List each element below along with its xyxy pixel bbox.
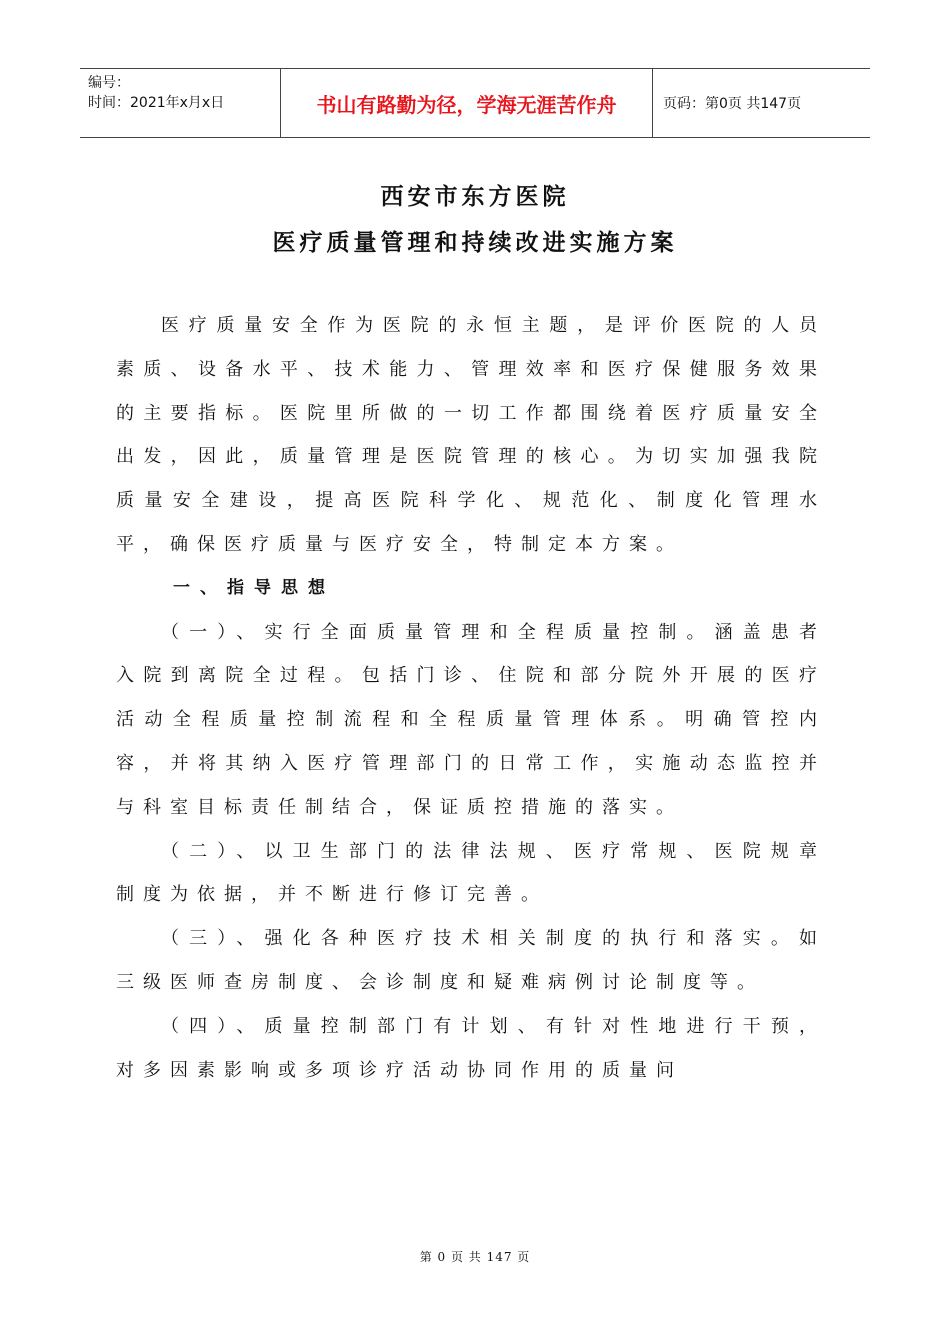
intro-paragraph: 医疗质量安全作为医院的永恒主题，是评价医院的人员素质、设备水平、技术能力、管理效率和医疗保健服务效果的主要指标。医院里所做的一切工作都围绕着医疗质量安全出发，因此，质量管理是医院管理的核心。为切实加强我院质量安全建设，提高医院科学化、规范化、制度化管理水平，确保医疗质量与医疗安全，特制定本方案。 [116,315,826,555]
document-title-line2: 医疗质量管理和持续改进实施方案 [272,229,678,256]
page-header [80,68,870,138]
document-body [116,304,826,1092]
paragraph-item-4: （四）、质量控制部门有计划、有针对性地进行干预，对多因素影响或多项诊疗活动协同作用的质量问 [116,1015,826,1081]
paragraph-item-3: （三）、强化各种医疗技术相关制度的执行和落实。如三级医师查房制度、会诊制度和疑难病例讨论制度等。 [116,928,826,993]
header-meta [80,69,281,137]
paragraph-item-2: （二）、以卫生部门的法律法规、医疗常规、医院规章制度为依据，并不断进行修订完善。 [116,840,826,906]
page-footer: 第 0 页 共 147 页 [419,1250,531,1264]
document-title-line1: 西安市东方医院 [380,183,570,210]
section-heading: 一、指导思想 [173,577,335,598]
paragraph-item-1: （一）、实行全面质量管理和全程质量控制。涵盖患者入院到离院全过程。包括门诊、住院和部分院外开展的医疗活动全程质量控制流程和全程质量管理体系。明确管控内容，并将其纳入医疗管理部门的日常工作，实施动态监控并与科室目标责任制结合，保证质控措施的落实。 [116,621,826,818]
time-label: 时间：2021年x月x日 [88,95,225,111]
header-motto: 书山有路勤为径，学海无涯苦作舟 [281,69,653,137]
number-label: 编号： [88,75,130,91]
header-page-info: 页码：第0页 共147页 [663,96,802,112]
